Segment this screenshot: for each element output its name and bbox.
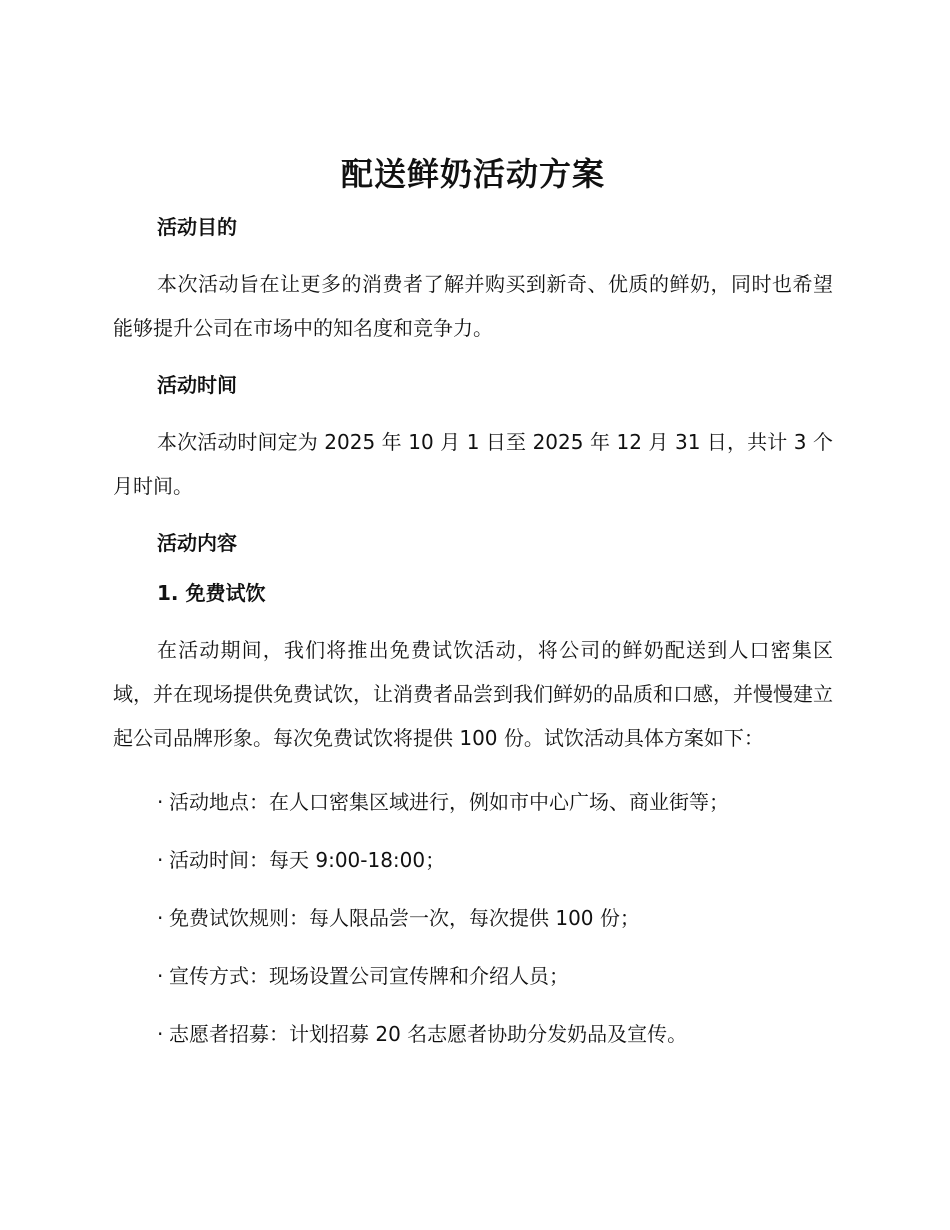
paragraph-purpose: 本次活动旨在让更多的消费者了解并购买到新奇、优质的鲜奶，同时也希望能够提升公司在市场中的知名度和竞争力。 — [113, 272, 833, 340]
bullet-dot: · — [157, 848, 164, 872]
paragraph-time: 本次活动时间定为 2025 年 10 月 1 日至 2025 年 12 月 31 日，共计 3 个月时间。 — [113, 430, 833, 498]
bullet-dot: · — [157, 790, 164, 814]
document-title: 配送鲜奶活动方案 — [340, 155, 605, 193]
list-item-text: 免费试饮规则：每人限品尝一次，每次提供 100 份； — [169, 906, 640, 930]
list-item — [113, 838, 833, 882]
bullet-dot: · — [157, 1022, 164, 1046]
document-body — [113, 150, 833, 1070]
bullet-dot: · — [157, 906, 164, 930]
list-item — [113, 954, 833, 998]
section-heading-purpose: 活动目的 — [157, 215, 237, 239]
section-heading-content: 活动内容 — [157, 531, 237, 555]
subheading-free-tasting: 1. 免费试饮 — [157, 581, 266, 605]
list-item — [113, 780, 833, 824]
list-item — [113, 896, 833, 940]
list-item-text: 宣传方式：现场设置公司宣传牌和介绍人员； — [169, 964, 569, 988]
section-heading-time: 活动时间 — [157, 373, 237, 397]
list-item-text: 活动时间：每天 9:00-18:00； — [169, 848, 446, 872]
bullet-dot: · — [157, 964, 164, 988]
list-item-text: 活动地点：在人口密集区域进行，例如市中心广场、商业街等； — [169, 790, 729, 814]
tasting-plan-list — [113, 780, 833, 1056]
list-item-text: 志愿者招募：计划招募 20 名志愿者协助分发奶品及宣传。 — [169, 1022, 688, 1046]
paragraph-free-tasting: 在活动期间，我们将推出免费试饮活动，将公司的鲜奶配送到人口密集区域，并在现场提供免费试饮，让消费者品尝到我们鲜奶的品质和口感，并慢慢建立起公司品牌形象。每次免费试饮将提供 100 份。试饮活动具体方案如下： — [113, 638, 833, 750]
list-item — [113, 1012, 833, 1056]
